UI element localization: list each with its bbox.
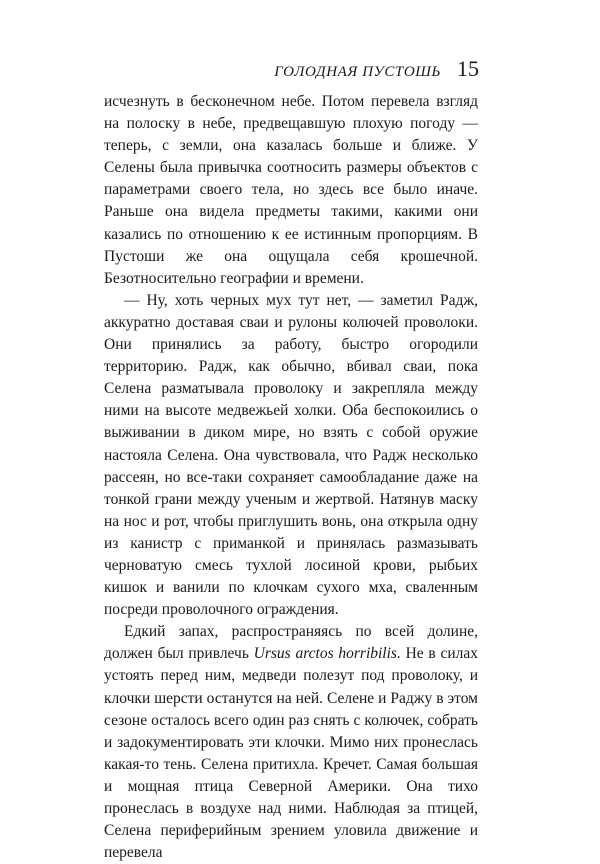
running-title: ГОЛОДНАЯ ПУСТОШЬ [274, 64, 441, 80]
body-text [104, 91, 478, 864]
page-number: 15 [457, 56, 479, 81]
paragraph-2: — Ну, хоть черных мух тут нет, — заметил Радж, аккуратно доставая сваи и рулоны колючей проволоки. Они принялись за работу, быстро огородили территорию. Радж, как обычно, вбивал сваи, пока Селена разматывала проволоку и закрепляла между ними на высоте медвежьей холки. Оба беспокоились о выживании в диком мире, но взять с собой оружие настояла Селена. Она чувствовала, что Радж несколько рассеян, но все-таки сохраняет самообладание даже на тонкой грани между ученым и жертвой. Натянув маску на нос и рот, чтобы приглушить вонь, она открыла одну из канистр с приманкой и принялась размазывать черноватую смесь тухлой лосиной крови, рыбьих кишок и ванили по клочкам сухого мха, сваленным посреди проволочного ограждения. [104, 291, 478, 619]
latin-species-name: Ursus arctos horribilis. [253, 645, 401, 663]
paragraph-1: исчезнуть в бесконечном небе. Потом перевела взгляд на полоску в небе, предвещавшую плохую погоду — теперь, с земли, она казалась больше и ближе. У Селены была привычка соотносить размеры объектов с параметрами своего тела, но здесь все было иначе. Раньше она видела предметы такими, какими они казались по отношению к ее истинным пропорциям. В Пустоши же она ощущала себя крошечной. Безотносительно географии и времени. [104, 93, 478, 287]
paragraph-3 [104, 621, 478, 864]
running-head [274, 58, 479, 81]
paragraph-3-start: Едкий запах, распространяясь по всей долине, должен был привлечь [104, 623, 478, 663]
paragraph-3-end: Не в силах устоять перед ним, медведи полезут под проволоку, и клочки шерсти останутся на ней. Селене и Раджу в этом сезоне осталось всего один раз снять с колючек, собрать и задокументировать эти клочки. Мимо них пронеслась какая-то тень. Селена притихла. Кречет. Самая большая и мощная птица Северной Америки. Она тихо пронеслась в воздухе над ними. Наблюдая за птицей, Селена периферийным зрением уловила движение и перевела [104, 645, 478, 862]
